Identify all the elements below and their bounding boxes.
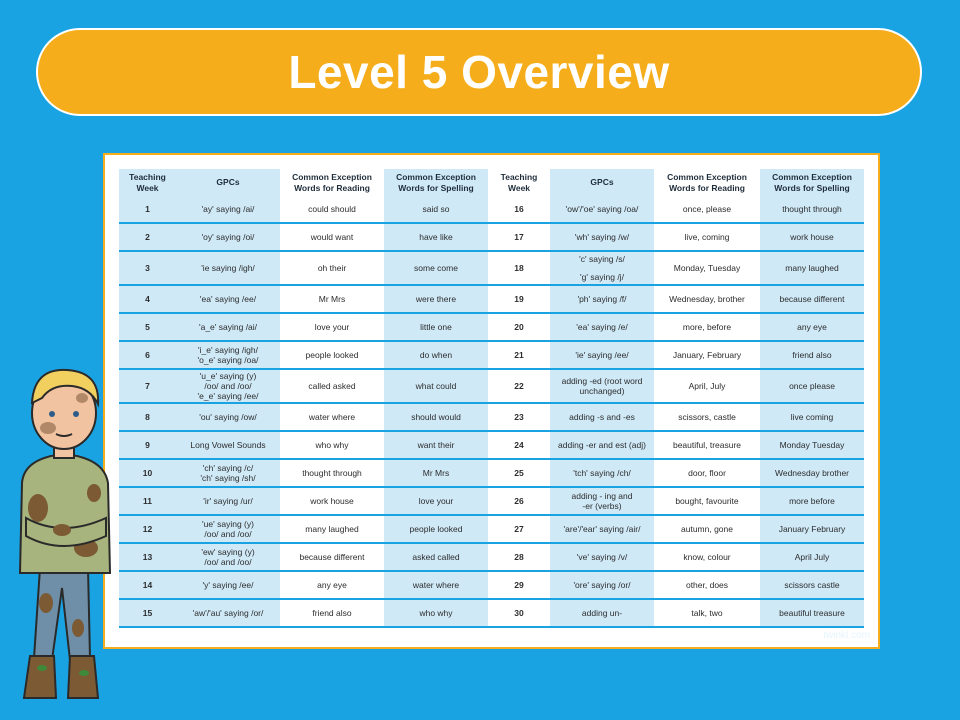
gpc-cell: [550, 196, 654, 224]
reading-words-cell: other, does: [654, 572, 760, 600]
spelling-words-cell: live coming: [760, 404, 864, 432]
table-row: [119, 342, 864, 370]
reading-words-cell: autumn, gone: [654, 516, 760, 544]
table-row: [119, 488, 864, 516]
week-number: 21: [488, 342, 550, 370]
gpc-line: 'ie' saying /ee/: [575, 350, 629, 360]
spelling-words-cell: people looked: [384, 516, 488, 544]
gpc-cell: [176, 600, 280, 628]
gpc-line: 'g' saying /j/: [580, 272, 624, 282]
week-number: 9: [119, 432, 176, 460]
table-row: [119, 572, 864, 600]
gpc-cell: [176, 370, 280, 404]
week-number: 22: [488, 370, 550, 404]
gpc-cell: [176, 342, 280, 370]
gpc-line: 'a_e' saying /ai/: [198, 322, 258, 332]
table-row: [119, 544, 864, 572]
gpc-cell: [176, 432, 280, 460]
gpc-line: 'ore' saying /or/: [573, 580, 631, 590]
reading-words-cell: talk, two: [654, 600, 760, 628]
week-number: 1: [119, 196, 176, 224]
table-row: [119, 432, 864, 460]
week-number: 11: [119, 488, 176, 516]
week-number: 7: [119, 370, 176, 404]
gpc-cell: [176, 404, 280, 432]
reading-words-cell: scissors, castle: [654, 404, 760, 432]
gpc-line: 'ph' saying /f/: [577, 294, 627, 304]
spelling-words-cell: work house: [760, 224, 864, 252]
week-number: 8: [119, 404, 176, 432]
header-week: Teaching Week: [119, 169, 176, 196]
gpc-cell: [176, 460, 280, 488]
table-row: [119, 286, 864, 314]
spelling-words-cell: because different: [760, 286, 864, 314]
header-spelling: Common Exception Words for Spelling: [760, 169, 864, 196]
week-number: 12: [119, 516, 176, 544]
gpc-line: 'ue' saying (y): [202, 519, 254, 529]
gpc-line: 'ch' saying /sh/: [200, 473, 256, 483]
spelling-words-cell: thought through: [760, 196, 864, 224]
reading-words-cell: bought, favourite: [654, 488, 760, 516]
gpc-line: -er (verbs): [582, 501, 622, 511]
week-number: 24: [488, 432, 550, 460]
gpc-line: adding -s and -es: [569, 412, 635, 422]
gpc-line: 'i_e' saying /igh/: [198, 345, 258, 355]
gpc-cell: [176, 544, 280, 572]
reading-words-cell: Wednesday, brother: [654, 286, 760, 314]
gpc-cell: [176, 572, 280, 600]
table-row: [119, 224, 864, 252]
header-spelling: Common Exception Words for Spelling: [384, 169, 488, 196]
reading-words-cell: any eye: [280, 572, 384, 600]
spelling-words-cell: water where: [384, 572, 488, 600]
gpc-cell: [550, 544, 654, 572]
spelling-words-cell: love your: [384, 488, 488, 516]
spelling-words-cell: asked called: [384, 544, 488, 572]
spelling-words-cell: Monday Tuesday: [760, 432, 864, 460]
spelling-words-cell: beautiful treasure: [760, 600, 864, 628]
reading-words-cell: who why: [280, 432, 384, 460]
watermark: twinkl.com: [823, 630, 870, 641]
spelling-words-cell: what could: [384, 370, 488, 404]
week-number: 4: [119, 286, 176, 314]
gpc-line: adding -er and est (adj): [558, 440, 646, 450]
gpc-line: 'ew' saying (y): [201, 547, 255, 557]
header-gpcs: GPCs: [550, 169, 654, 196]
page-title: Level 5 Overview: [288, 46, 670, 98]
header-row: [119, 169, 864, 196]
gpc-line: 'ea' saying /ee/: [199, 294, 257, 304]
reading-words-cell: Monday, Tuesday: [654, 252, 760, 286]
gpc-cell: [550, 516, 654, 544]
gpc-cell: [176, 196, 280, 224]
spelling-words-cell: many laughed: [760, 252, 864, 286]
gpc-line: 'u_e' saying (y): [199, 371, 257, 381]
gpc-line: adding - ing and: [571, 491, 633, 501]
spelling-words-cell: have like: [384, 224, 488, 252]
table-body: [119, 196, 864, 628]
reading-words-cell: January, February: [654, 342, 760, 370]
reading-words-cell: because different: [280, 544, 384, 572]
reading-words-cell: Mr Mrs: [280, 286, 384, 314]
spelling-words-cell: Wednesday brother: [760, 460, 864, 488]
gpc-line: unchanged): [579, 386, 625, 396]
gpc-line: 'y' saying /ee/: [202, 580, 254, 590]
reading-words-cell: love your: [280, 314, 384, 342]
gpc-line: 'ow'/'oe' saying /oa/: [565, 204, 639, 214]
gpc-line: /oo/ and /oo/: [204, 381, 252, 391]
title-banner: [36, 28, 922, 116]
spelling-words-cell: January February: [760, 516, 864, 544]
spelling-words-cell: said so: [384, 196, 488, 224]
reading-words-cell: live, coming: [654, 224, 760, 252]
reading-words-cell: called asked: [280, 370, 384, 404]
gpc-cell: [550, 572, 654, 600]
gpc-line: 'c' saying /s/: [579, 254, 625, 264]
table-row: [119, 314, 864, 342]
gpc-line: 'ie saying /igh/: [201, 263, 255, 273]
gpc-line: /oo/ and /oo/: [204, 529, 252, 539]
reading-words-cell: beautiful, treasure: [654, 432, 760, 460]
reading-words-cell: would want: [280, 224, 384, 252]
week-number: 27: [488, 516, 550, 544]
gpc-cell: [550, 488, 654, 516]
gpc-line: 'aw'/'au' saying /or/: [192, 608, 264, 618]
reading-words-cell: people looked: [280, 342, 384, 370]
gpc-line: /oo/ and /oo/: [204, 557, 252, 567]
week-number: 29: [488, 572, 550, 600]
spelling-words-cell: scissors castle: [760, 572, 864, 600]
gpc-cell: [550, 600, 654, 628]
gpc-line: adding -ed (root word: [561, 376, 643, 386]
reading-words-cell: thought through: [280, 460, 384, 488]
gpc-cell: [550, 252, 654, 286]
table-row: [119, 600, 864, 628]
reading-words-cell: could should: [280, 196, 384, 224]
week-number: 25: [488, 460, 550, 488]
gpc-line: adding un-: [581, 608, 623, 618]
table-row: [119, 460, 864, 488]
spelling-words-cell: April July: [760, 544, 864, 572]
spelling-words-cell: should would: [384, 404, 488, 432]
spelling-words-cell: once please: [760, 370, 864, 404]
gpc-line: 'ch' saying /c/: [202, 463, 254, 473]
reading-words-cell: know, colour: [654, 544, 760, 572]
spelling-words-cell: want their: [384, 432, 488, 460]
week-number: 26: [488, 488, 550, 516]
gpc-cell: [550, 370, 654, 404]
gpc-line: 'ou' saying /ow/: [199, 412, 257, 422]
gpc-cell: [176, 286, 280, 314]
gpc-cell: [550, 286, 654, 314]
gpc-cell: [550, 314, 654, 342]
table-row: [119, 196, 864, 224]
gpc-line: 'wh' saying /w/: [574, 232, 630, 242]
reading-words-cell: more, before: [654, 314, 760, 342]
header-gpcs: GPCs: [176, 169, 280, 196]
reading-words-cell: once, please: [654, 196, 760, 224]
gpc-line: 'are'/'ear' saying /air/: [563, 524, 641, 534]
week-number: 20: [488, 314, 550, 342]
gpc-line: 'ay' saying /ai/: [201, 204, 255, 214]
gpc-cell: [550, 404, 654, 432]
week-number: 5: [119, 314, 176, 342]
reading-words-cell: oh their: [280, 252, 384, 286]
spelling-words-cell: more before: [760, 488, 864, 516]
header-reading: Common Exception Words for Reading: [280, 169, 384, 196]
week-number: 10: [119, 460, 176, 488]
week-number: 18: [488, 252, 550, 286]
header-reading: Common Exception Words for Reading: [654, 169, 760, 196]
week-number: 3: [119, 252, 176, 286]
table-row: [119, 370, 864, 404]
week-number: 15: [119, 600, 176, 628]
gpc-cell: [176, 252, 280, 286]
reading-words-cell: friend also: [280, 600, 384, 628]
gpc-cell: [550, 432, 654, 460]
week-number: 23: [488, 404, 550, 432]
week-number: 6: [119, 342, 176, 370]
gpc-cell: [176, 516, 280, 544]
gpc-cell: [176, 224, 280, 252]
gpc-cell: [176, 488, 280, 516]
gpc-cell: [176, 314, 280, 342]
spelling-words-cell: little one: [384, 314, 488, 342]
reading-words-cell: water where: [280, 404, 384, 432]
table-row: [119, 516, 864, 544]
gpc-line: 'tch' saying /ch/: [573, 468, 631, 478]
gpc-line: 'oy' saying /oi/: [201, 232, 255, 242]
week-number: 13: [119, 544, 176, 572]
week-number: 2: [119, 224, 176, 252]
week-number: 16: [488, 196, 550, 224]
reading-words-cell: work house: [280, 488, 384, 516]
gpc-line: 've' saying /v/: [576, 552, 628, 562]
header-week: Teaching Week: [488, 169, 550, 196]
spelling-words-cell: any eye: [760, 314, 864, 342]
week-number: 28: [488, 544, 550, 572]
spelling-words-cell: who why: [384, 600, 488, 628]
gpc-line: 'ea' saying /e/: [576, 322, 628, 332]
week-number: 14: [119, 572, 176, 600]
spelling-words-cell: Mr Mrs: [384, 460, 488, 488]
gpc-cell: [550, 224, 654, 252]
week-number: 17: [488, 224, 550, 252]
gpc-line: 'o_e' saying /oa/: [197, 355, 259, 365]
spelling-words-cell: were there: [384, 286, 488, 314]
gpc-line: Long Vowel Sounds: [190, 440, 266, 450]
overview-table-card: [103, 153, 880, 649]
gpc-cell: [550, 460, 654, 488]
reading-words-cell: April, July: [654, 370, 760, 404]
muddy-boy-illustration: [12, 358, 122, 708]
spelling-words-cell: some come: [384, 252, 488, 286]
reading-words-cell: door, floor: [654, 460, 760, 488]
gpc-line: 'e_e' saying /ee/: [197, 391, 259, 401]
table-row: [119, 404, 864, 432]
gpc-line: 'ir' saying /ur/: [203, 496, 253, 506]
week-number: 30: [488, 600, 550, 628]
week-number: 19: [488, 286, 550, 314]
table-row: [119, 252, 864, 286]
spelling-words-cell: do when: [384, 342, 488, 370]
gpc-cell: [550, 342, 654, 370]
reading-words-cell: many laughed: [280, 516, 384, 544]
overview-table: [119, 169, 864, 628]
spelling-words-cell: friend also: [760, 342, 864, 370]
